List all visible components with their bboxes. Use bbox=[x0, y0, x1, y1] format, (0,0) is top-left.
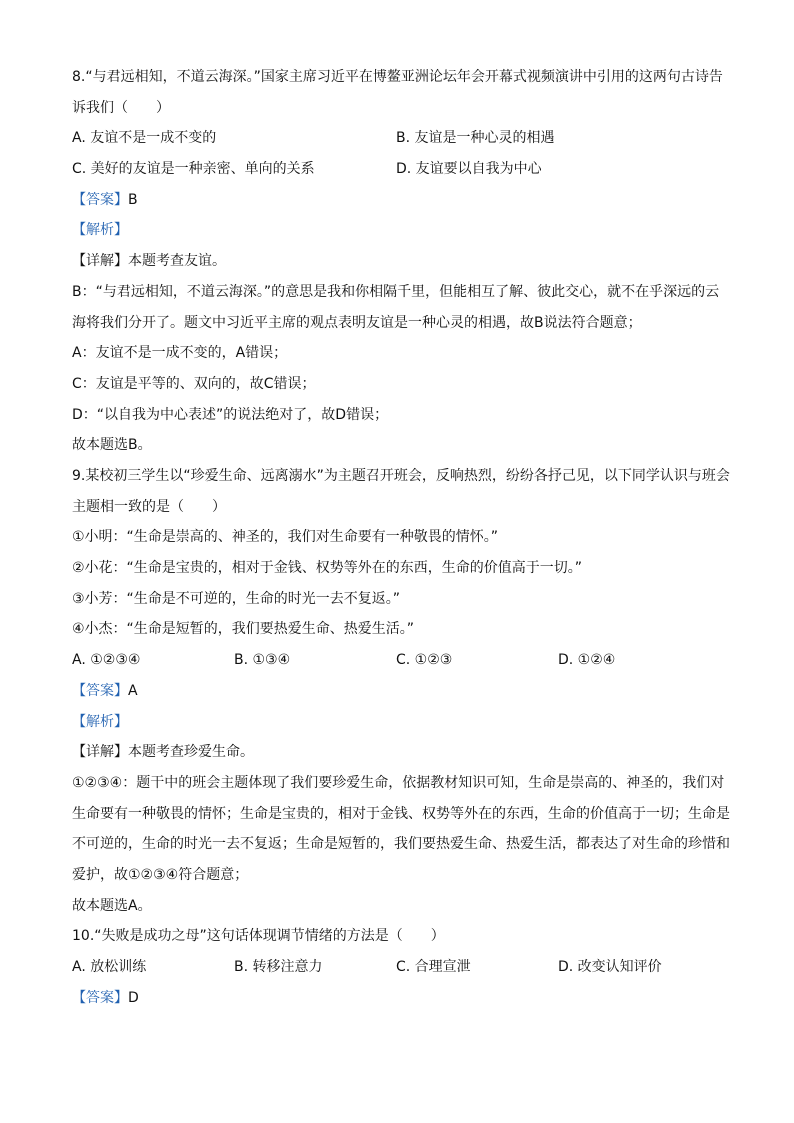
answer-value: A bbox=[128, 682, 138, 699]
answer-label: 【答案】 bbox=[72, 989, 128, 1006]
q9-explain: ①②③④：题干中的班会主题体现了我们要珍爱生命，依据教材知识可知，生命是崇高的、神圣的，我们对生命要有一种敬畏的情怀；生命是宝贵的，相对于金钱、权势等外在的东西，生命的价值高于一切；生命是不可逆的，生命的时光一去不复返；生命是短暂的，我们要热爱生命、热爱生活，都表达了对生命的珍惜和爱护，故①②③④符合题意； bbox=[72, 774, 730, 884]
q8-option-a: A. 友谊不是一成不变的 bbox=[72, 130, 217, 147]
q10-options-row bbox=[72, 952, 732, 983]
q8-explain-c: C：友谊是平等的、双向的，故C错误； bbox=[72, 375, 316, 392]
q9-statement-3: ③小芳：“生命是不可逆的，生命的时光一去不复返。” bbox=[72, 590, 401, 607]
q8-analysis bbox=[72, 215, 732, 246]
q9-statement-1: ①小明：“生命是崇高的、神圣的，我们对生命要有一种敬畏的情怀。” bbox=[72, 529, 499, 546]
q10-option-d: D. 改变认知评价 bbox=[558, 959, 662, 976]
q8-explain-a: A：友谊不是一成不变的，A错误； bbox=[72, 345, 288, 362]
q9-option-d: D. ①②④ bbox=[558, 652, 616, 669]
q10-stem: 10.“失败是成功之母”这句话体现调节情绪的方法是（ ） bbox=[72, 928, 445, 945]
detail-text: 本题考查珍爱生命。 bbox=[128, 744, 254, 761]
q8-option-d: D. 友谊要以自我为中心 bbox=[396, 161, 542, 178]
analysis-label: 【解析】 bbox=[72, 713, 128, 730]
analysis-label: 【解析】 bbox=[72, 222, 128, 239]
q8-explain-d: D：“以自我为中心表述”的说法绝对了，故D错误； bbox=[72, 406, 389, 423]
q8-explain-b: B：“与君远相知，不道云海深。”的意思是我和你相隔千里，但能相互了解、彼此交心，就不在乎深远的云海将我们分开了。题文中习近平主席的观点表明友谊是一种心灵的相遇，故B说法符合题意； bbox=[72, 283, 720, 331]
q9-detail bbox=[72, 737, 732, 768]
q9-analysis bbox=[72, 707, 732, 738]
q9-conclusion: 故本题选A。 bbox=[72, 897, 152, 914]
q9-option-a: A. ①②③④ bbox=[72, 652, 141, 669]
q9-option-b: B. ①③④ bbox=[234, 652, 291, 669]
detail-label: 【详解】 bbox=[72, 744, 128, 761]
q9-options-row bbox=[72, 645, 732, 676]
q9-option-c: C. ①②③ bbox=[396, 652, 453, 669]
q8-options-row-1 bbox=[72, 123, 732, 154]
q9-stem: 9.某校初三学生以“珍爱生命、远离溺水”为主题召开班会，反响热烈，纷纷各抒己见，以下同学认识与班会主题相一致的是（ ） bbox=[72, 468, 730, 515]
q10-option-b: B. 转移注意力 bbox=[234, 959, 323, 976]
q10-option-c: C. 合理宣泄 bbox=[396, 959, 471, 976]
detail-label: 【详解】 bbox=[72, 253, 128, 270]
answer-label: 【答案】 bbox=[72, 191, 128, 208]
q8-detail bbox=[72, 246, 732, 277]
q9-statement-2: ②小花：“生命是宝贵的，相对于金钱、权势等外在的东西，生命的价值高于一切。” bbox=[72, 560, 583, 577]
q8-conclusion: 故本题选B。 bbox=[72, 437, 152, 454]
q10-option-a: A. 放松训练 bbox=[72, 959, 147, 976]
q8-options-row-2 bbox=[72, 154, 732, 185]
q9-answer bbox=[72, 676, 732, 707]
document-page bbox=[72, 62, 732, 1013]
answer-label: 【答案】 bbox=[72, 682, 128, 699]
answer-value: D bbox=[128, 989, 139, 1006]
q8-option-b: B. 友谊是一种心灵的相遇 bbox=[396, 130, 555, 147]
q8-option-c: C. 美好的友谊是一种亲密、单向的关系 bbox=[72, 161, 315, 178]
q10-answer bbox=[72, 983, 732, 1014]
q8-answer bbox=[72, 185, 732, 216]
q8-stem: 8.“与君远相知，不道云海深。”国家主席习近平在博鳌亚洲论坛年会开幕式视频演讲中引用的这两句古诗告诉我们（ ） bbox=[72, 69, 723, 116]
detail-text: 本题考查友谊。 bbox=[128, 253, 226, 270]
q9-statement-4: ④小杰：“生命是短暂的，我们要热爱生命、热爱生活。” bbox=[72, 621, 415, 638]
answer-value: B bbox=[128, 191, 138, 208]
